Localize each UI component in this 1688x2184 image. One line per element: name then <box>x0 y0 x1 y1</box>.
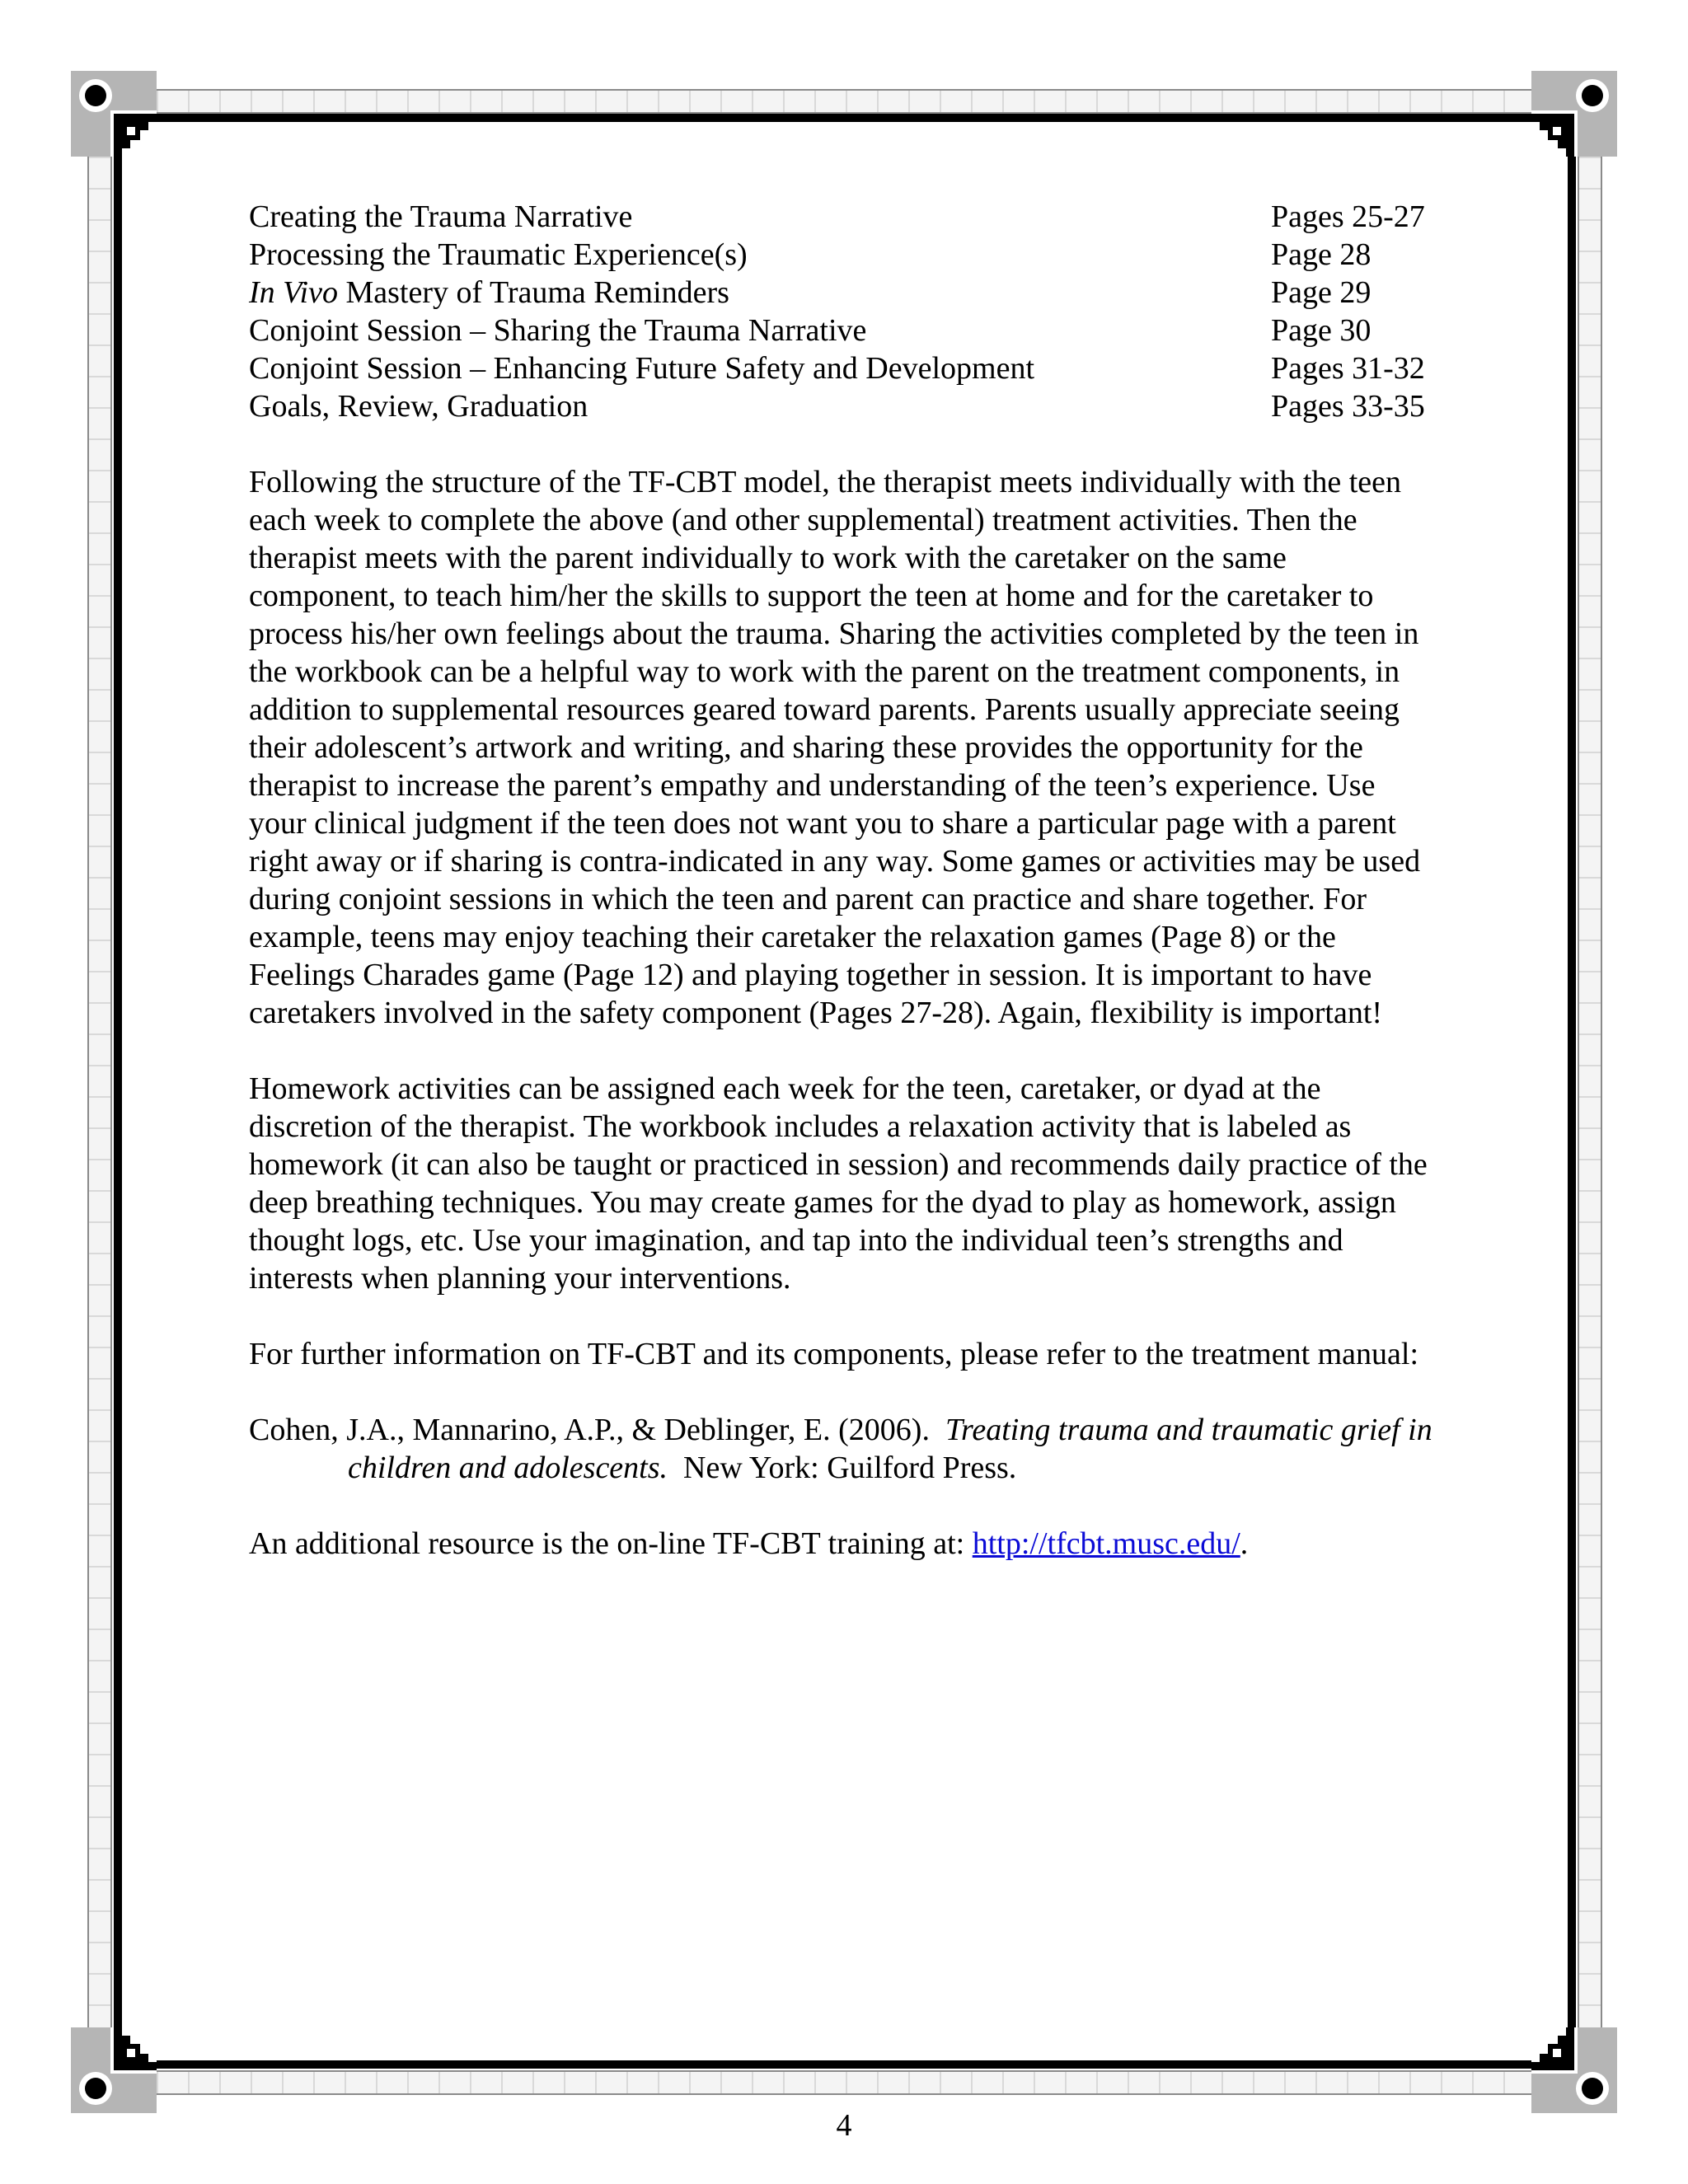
contents-row-pages: Page 30 <box>1271 313 1372 348</box>
reference-citation <box>249 1411 1436 1487</box>
training-link[interactable]: http://tfcbt.musc.edu/ <box>972 1526 1240 1561</box>
contents-row <box>249 387 1436 425</box>
contents-row <box>249 349 1436 387</box>
contents-row <box>249 274 1436 312</box>
border-strip-top <box>92 89 1596 114</box>
frame-rule-right <box>1568 117 1576 2067</box>
contents-row-title: In Vivo Mastery of Trauma Reminders <box>249 275 729 310</box>
corner-ornament-bottom-left <box>71 2027 157 2113</box>
resource-period: . <box>1240 1526 1249 1561</box>
contents-row-title: Goals, Review, Graduation <box>249 389 588 424</box>
resource-paragraph <box>249 1525 1436 1563</box>
frame-rule-bottom <box>117 2060 1573 2069</box>
contents-row-pages: Page 28 <box>1271 237 1372 272</box>
contents-row-title: Processing the Traumatic Experience(s) <box>249 237 748 272</box>
corner-ornament-bottom-right <box>1531 2027 1617 2113</box>
contents-row <box>249 198 1436 236</box>
reference-title: Treating trauma and traumatic grief in children and adolescents. <box>348 1413 1432 1485</box>
homework-paragraph: Homework activities can be assigned each week for the teen, caretaker, or dyad at the discretion of the therapist. The workbook includes a relaxation activity that is labeled as homework (it can also be taught or practiced in session) and recommends daily practice of the deep breathing techniques. You may create games for the dyad to play as homework, assign thought logs, etc. Use your imagination, and tap into the individual teen’s strengths and interests when planning your interventions. <box>249 1071 1428 1296</box>
corner-ornament-top-right <box>1531 71 1617 157</box>
page-number: 4 <box>836 2108 852 2143</box>
frame-rule-top <box>117 114 1573 122</box>
reference-authors: Cohen, J.A., Mannarino, A.P., & Deblinger, E. (2006). <box>249 1413 945 1447</box>
contents-row-pages: Pages 33-35 <box>1271 389 1425 424</box>
corner-ornament-top-left <box>71 71 157 157</box>
contents-row-pages: Pages 31-32 <box>1271 351 1425 386</box>
contents-row-pages: Page 29 <box>1271 275 1372 310</box>
contents-row <box>249 236 1436 274</box>
frame-rule-left <box>114 117 122 2067</box>
border-strip-left <box>87 92 112 2092</box>
contents-row-title: Conjoint Session – Sharing the Trauma Narrative <box>249 313 867 348</box>
contents-row-title: Conjoint Session – Enhancing Future Safety and Development <box>249 351 1035 386</box>
contents-list <box>249 198 1436 425</box>
further-info-paragraph: For further information on TF-CBT and its components, please refer to the treatment manual: <box>249 1337 1419 1371</box>
border-strip-bottom <box>92 2070 1596 2095</box>
border-strip-right <box>1578 92 1602 2092</box>
structure-paragraph: Following the structure of the TF-CBT model, the therapist meets individually with the teen each week to complete the above (and other supplemental) treatment activities. Then the therapist meets with the parent individually to work with the caretaker on the same component, to teach him/her the skills to support the teen at home and for the caretaker to process his/her own feelings about the trauma. Sharing the activities completed by the teen in the workbook can be a helpful way to work with the parent on the treatment components, in addition to supplemental resources geared toward parents. Parents usually appreciate seeing their adolescent’s artwork and writing, and sharing these provides the opportunity for the therapist to increase the parent’s empathy and understanding of the teen’s experience. Use your clinical judgment if the teen does not want you to share a particular page with a parent right away or if sharing is contra-indicated in any way. Some games or activities may be used during conjoint sessions in which the teen and parent can practice and share together. For example, teens may enjoy teaching their caretaker the relaxation games (Page 8) or the Feelings Charades game (Page 12) and playing together in session. It is important to have caretakers involved in the safety component (Pages 27-28). Again, flexibility is important! <box>249 465 1421 1030</box>
contents-row-title: Creating the Trauma Narrative <box>249 199 633 234</box>
resource-text: An additional resource is the on-line TF-CBT training at: <box>249 1526 973 1561</box>
contents-row <box>249 312 1436 349</box>
page-content <box>249 198 1436 1563</box>
reference-publisher: New York: Guilford Press. <box>668 1451 1017 1485</box>
contents-row-pages: Pages 25-27 <box>1271 199 1425 234</box>
